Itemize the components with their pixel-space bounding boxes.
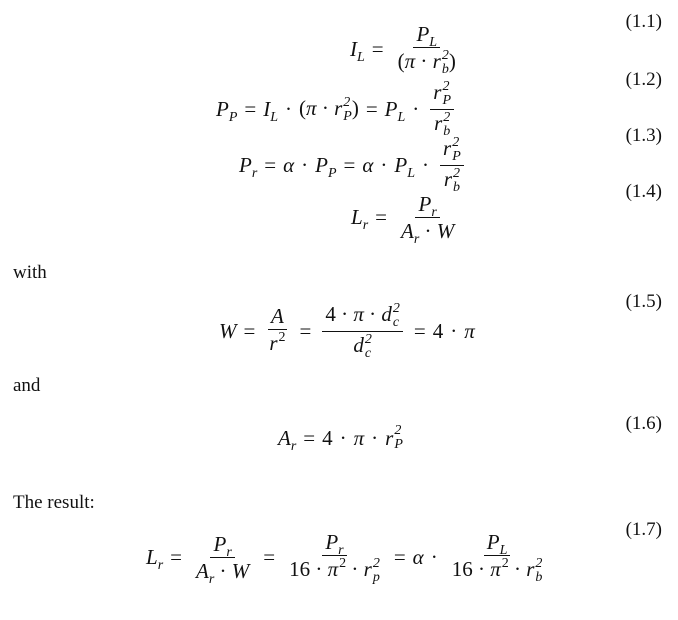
fraction: $\frac{P_r}{A_r \cdot W}$ (195, 532, 250, 588)
text-and: and (13, 375, 41, 396)
equation-1-7-body: $L_r$ = $\frac{P_r}{A_r \cdot W}$ = $P_r$ 16 · π 2 · r 2 p = α · $P_L$ 16 · π 2 · r 2 b (146, 530, 549, 585)
equation-number: (1.4) (625, 181, 662, 202)
fraction: 4 · π · d 2 c d 2 c (322, 302, 403, 361)
equation-number: (1.3) (625, 125, 662, 146)
equation-number: (1.2) (625, 69, 662, 90)
fraction: $P_L$ (π · r 2 b ) (397, 22, 456, 78)
fraction: r 2 P r 2 b (440, 136, 464, 195)
fraction: $P_r$ 16 · π 2 · r 2 p (289, 530, 380, 586)
fraction: A r 2 (269, 304, 286, 356)
equation-number: (1.1) (625, 11, 662, 32)
text-result: The result: (13, 492, 95, 513)
equation-1-5-body: W = A r 2 = 4 · π · d 2 c d 2 c = 4 · π (219, 301, 475, 362)
equation-1-2-body: $P_P$ = $I_L$ · (π · r 2 P ) = $P_L$ · r 2 P r 2 b (216, 80, 458, 139)
equation-1-1-body: $I_L$ = $P_L$ (π · r 2 b ) (350, 22, 463, 77)
equation-1-4-body: $L_r$ = $\frac{P_r}{A_r \cdot W}$ (351, 192, 461, 243)
fraction: $\frac{P_r}{A_r \cdot W}$ (400, 192, 455, 248)
equation-1-6-body: $A_r$ = 4 · π · r 2 P (278, 423, 403, 454)
equation-1-3-body: $P_r$ = α · $P_P$ = α · $P_L$ · r 2 P r 2 b (239, 136, 468, 195)
fraction: r 2 P r 2 b (430, 80, 454, 139)
equation-number: (1.6) (625, 413, 662, 434)
fraction: $P_L$ 16 · π 2 · r 2 b (451, 530, 543, 586)
text-with: with (13, 262, 47, 283)
equation-number: (1.5) (625, 291, 662, 312)
equation-number: (1.7) (625, 519, 662, 540)
